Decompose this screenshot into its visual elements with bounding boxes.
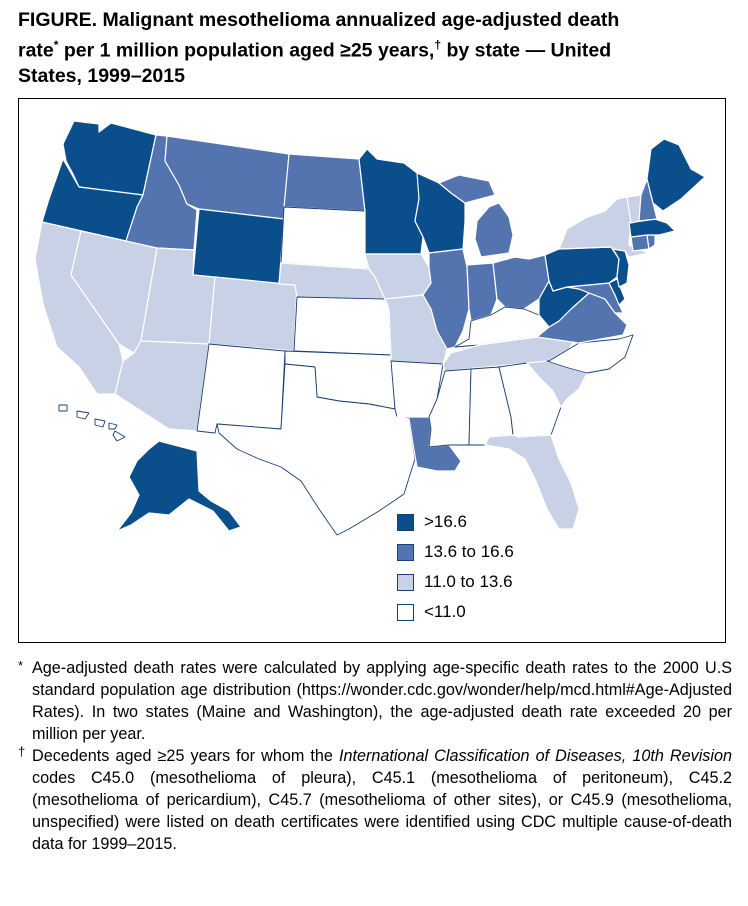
state-AK[interactable] — [117, 441, 241, 531]
state-CT[interactable] — [631, 235, 649, 251]
footnote-2-mark: † — [18, 744, 26, 759]
footnote-2-text-italic: International Classification of Diseases, 10th Revision — [338, 747, 732, 765]
state-RI[interactable] — [647, 235, 655, 249]
us-state-map — [19, 99, 725, 642]
footnotes — [18, 657, 732, 855]
footnote-1 — [18, 657, 732, 745]
footnote-1-text: Age-adjusted death rates were calculated by applying age-specific death rates to the 2000 U.S standard population age distribution (https://wonder.cdc.gov/wonder/help/mcd.html#Age-Adjusted Rates). In two states (Maine and Washington), the age-adjusted death rate exceeded 20 per million per year. — [32, 659, 732, 743]
legend-label: 13.6 to 16.6 — [424, 542, 514, 561]
state-WY[interactable] — [193, 209, 284, 284]
legend-item — [397, 567, 514, 597]
legend-swatch — [397, 544, 414, 561]
legend-item — [397, 537, 514, 567]
state-KS[interactable] — [294, 297, 391, 355]
figure-title — [18, 8, 734, 89]
footnote-2-text-a: Decedents aged ≥25 years for whom the — [32, 747, 339, 765]
legend-label: >16.6 — [424, 512, 468, 531]
legend-swatch — [397, 574, 414, 591]
legend-label: 11.0 to 13.6 — [424, 572, 513, 591]
footnote-1-mark: * — [18, 658, 24, 673]
state-ND[interactable] — [284, 154, 365, 211]
legend-swatch — [397, 604, 414, 621]
state-ME[interactable] — [647, 139, 705, 211]
title-line-2: rate* per 1 million population aged ≥25 years,† by state — United — [18, 38, 612, 62]
legend-swatch — [397, 514, 414, 531]
footnote-2-text-b: codes C45.0 (mesothelioma of pleura), C45.1 (mesothelioma of peritoneum), C45.2 (mesothelioma of pericardium), C45.7 (mesothelioma of other sites), or C45.9 (mesothelioma, unspecified) were listed on death certificates were identified using CDC multiple cause-of-death data for 1999–2015. — [32, 769, 732, 853]
title-line-1: FIGURE. Malignant mesothelioma annualized age-adjusted death — [18, 9, 620, 31]
state-AZ[interactable] — [115, 341, 209, 431]
state-SD[interactable] — [281, 207, 369, 269]
state-NM[interactable] — [197, 344, 285, 433]
legend-item — [397, 507, 514, 537]
title-line-3: States, 1999–2015 — [18, 64, 185, 87]
footnote-2 — [18, 745, 732, 855]
state-CO[interactable] — [209, 277, 297, 351]
map-frame — [18, 98, 726, 643]
state-IN[interactable] — [467, 263, 497, 321]
legend-item — [397, 597, 514, 627]
map-legend — [397, 507, 514, 627]
state-HI[interactable] — [59, 405, 125, 441]
legend-label: <11.0 — [424, 602, 466, 621]
